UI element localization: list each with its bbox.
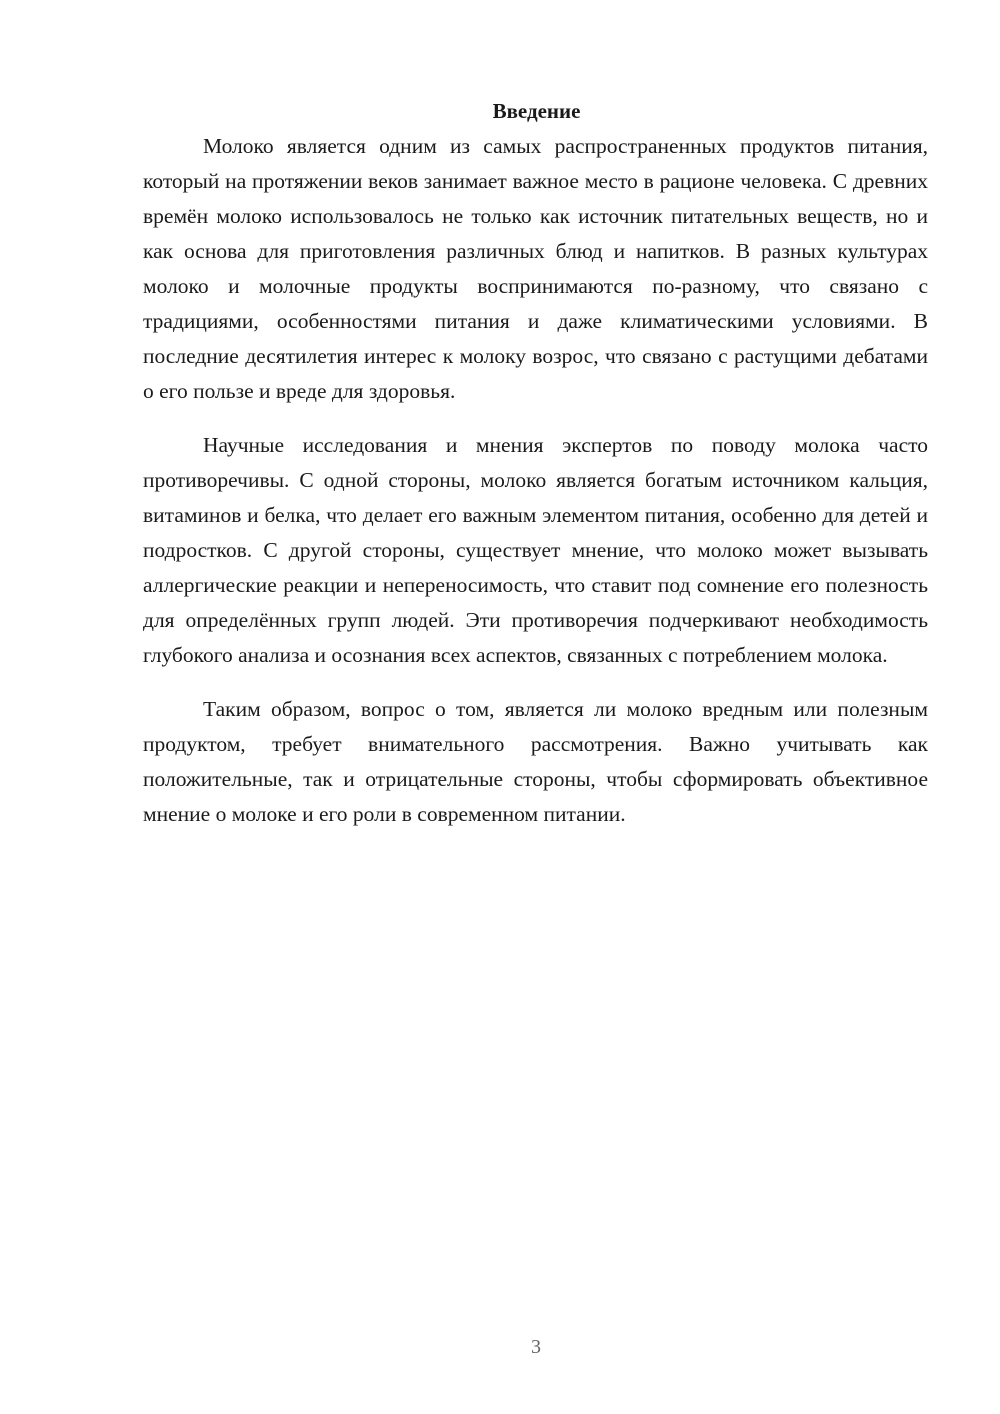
paragraph-3: Таким образом, вопрос о том, является ли молоко вредным или полезным продуктом, требует внимательного рассмотрения. Важно учитывать как положительные, так и отрицательные стороны, чтобы сформировать объективное мнение о молоке и его роли в современном питании. xyxy=(143,697,928,826)
paragraph-1: Молоко является одним из самых распространенных продуктов питания, который на протяжении веков занимает важное место в рационе человека. С древних времён молоко использовалось не только как источник питательных веществ, но и как основа для приготовления различных блюд и напитков. В разных культурах молоко и молочные продукты воспринимаются по-разному, что связано с традициями, особенностями питания и даже климатическими условиями. В последние десятилетия интерес к молоку возрос, что связано с растущими дебатами о его пользе и вреде для здоровья. xyxy=(143,134,928,403)
page-number: 3 xyxy=(531,1336,541,1358)
paragraph-2: Научные исследования и мнения экспертов по поводу молока часто противоречивы. С одной стороны, молоко является богатым источником кальция, витаминов и белка, что делает его важным элементом питания, особенно для детей и подростков. С другой стороны, существует мнение, что молоко может вызывать аллергические реакции и непереносимость, что ставит под сомнение его полезность для определённых групп людей. Эти противоречия подчеркивают необходимость глубокого анализа и осознания всех аспектов, связанных с потреблением молока. xyxy=(143,433,928,667)
page-content xyxy=(143,95,928,851)
section-title: Введение xyxy=(492,99,581,123)
